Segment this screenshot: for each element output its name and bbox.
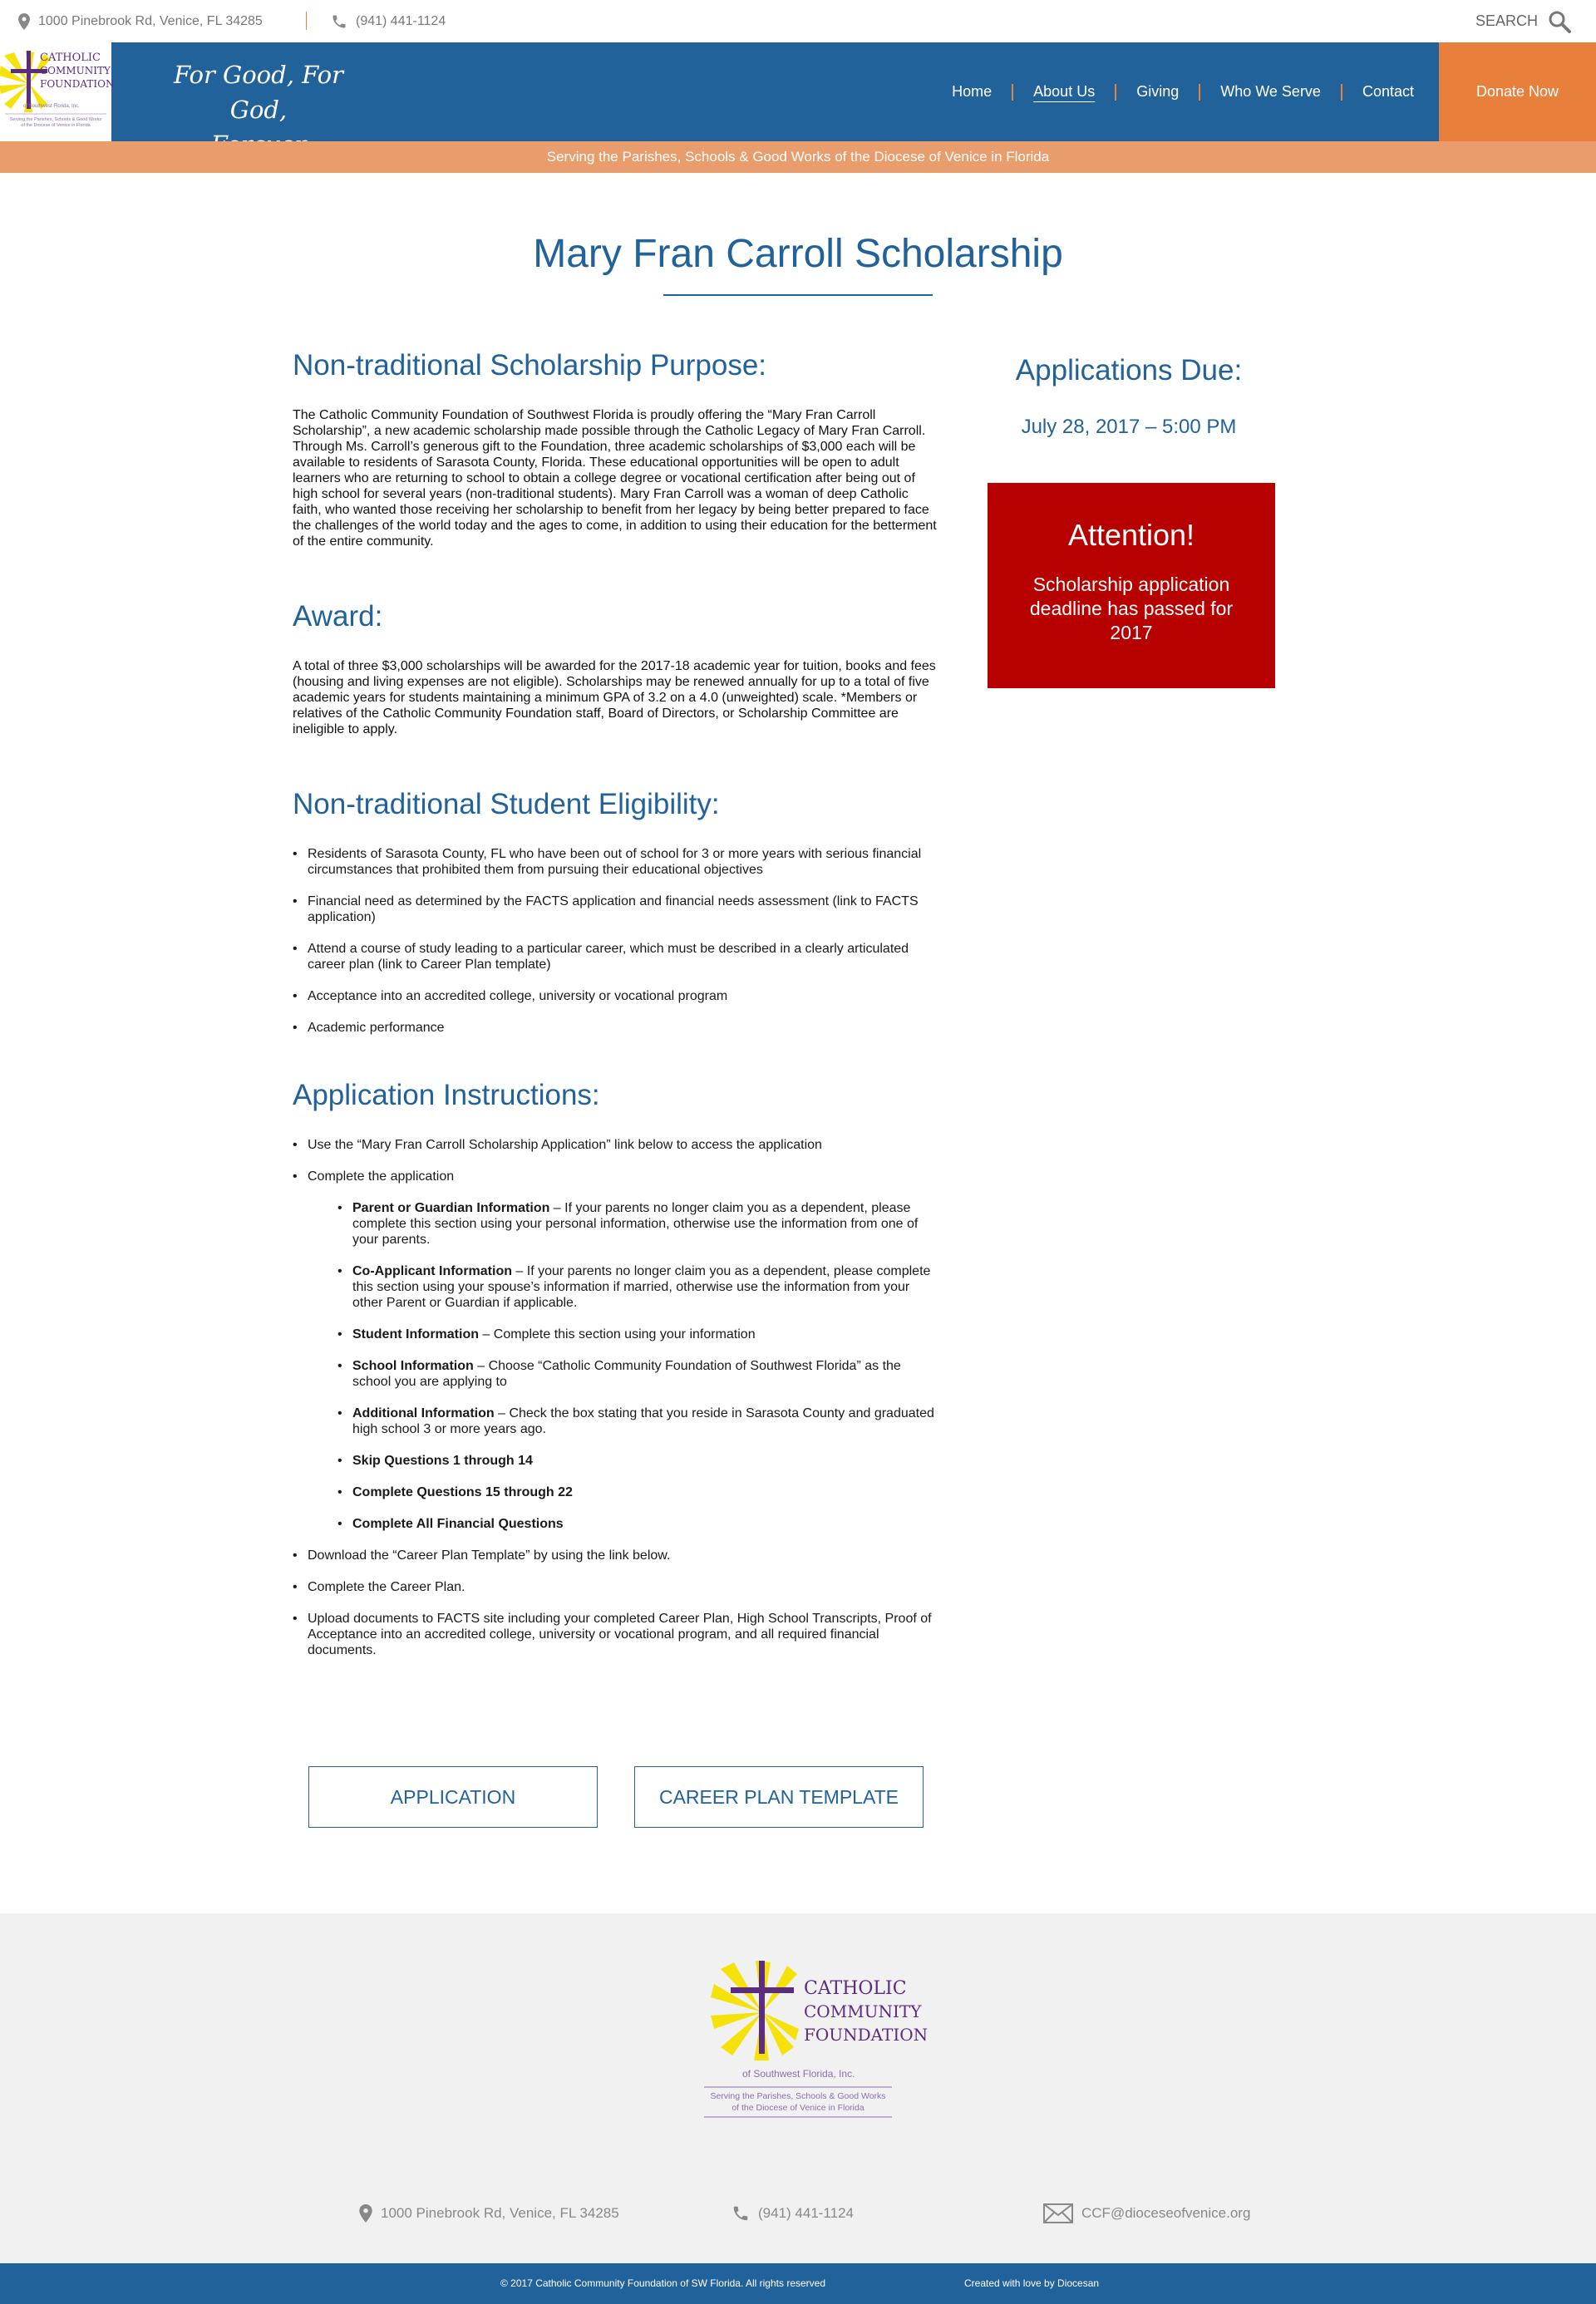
nav-who-we-serve[interactable]: Who We Serve bbox=[1220, 83, 1321, 100]
sub-list-item bbox=[337, 1327, 937, 1342]
logo-line4: of Southwest Florida, Inc. bbox=[23, 104, 80, 109]
top-phone[interactable] bbox=[331, 0, 446, 42]
sub-item-bold: Complete Questions 15 through 22 bbox=[352, 1485, 573, 1499]
sub-item-text: – Complete this section using your information bbox=[478, 1327, 756, 1342]
top-bar bbox=[0, 0, 1596, 42]
sub-instructions-list bbox=[337, 1200, 937, 1532]
search-label: SEARCH bbox=[1475, 12, 1538, 29]
copyright-text: © 2017 Catholic Community Foundation of SW Florida. All rights reserved bbox=[500, 2277, 826, 2289]
nav-contact[interactable]: Contact bbox=[1362, 83, 1414, 100]
location-pin-icon bbox=[18, 13, 30, 30]
logo-line1: CATHOLIC bbox=[40, 52, 101, 64]
donate-now-button[interactable]: Donate Now bbox=[1439, 42, 1596, 141]
award-heading: Award: bbox=[293, 600, 383, 633]
purpose-heading: Non-traditional Scholarship Purpose: bbox=[293, 349, 767, 382]
list-item: • Attend a course of study leading to a particular career, which must be described in a clearly articulated career plan (link to Career Plan template) bbox=[293, 941, 937, 972]
footer-address bbox=[359, 2201, 619, 2226]
award-text: A total of three $3,000 scholarships will be awarded for the 2017-18 academic year for tuition, books and fees (housing and living expenses are not eligible). Scholarships may be renewed annually for up to a total of five academic years for students maintaining a minimum GPA of 3.2 on a 4.0 (unweighted) scale. *Members or relatives of the Catholic Community Foundation staff, Board of Directors, or Scholarship Committee are ineligible to apply. bbox=[293, 659, 936, 736]
applications-due-date: July 28, 2017 – 5:00 PM bbox=[1021, 416, 1237, 438]
career-plan-template-button[interactable]: CAREER PLAN TEMPLATE bbox=[634, 1766, 924, 1828]
envelope-icon bbox=[1043, 2203, 1073, 2223]
logo-line2: COMMUNITY bbox=[40, 65, 111, 76]
sub-item-bold: School Information bbox=[352, 1359, 474, 1373]
logo-tag1: Serving the Parishes, Schools & Good Works bbox=[9, 117, 102, 122]
logo-line4: of Southwest Florida, Inc. bbox=[742, 2068, 855, 2080]
main-nav bbox=[932, 42, 1434, 141]
list-item: • Use the “Mary Fran Carroll Scholarship Application” link below to access the application bbox=[293, 1137, 937, 1153]
credit-link[interactable]: Created with love by Diocesan bbox=[964, 2277, 1100, 2289]
list-item: • Download the “Career Plan Template” by using the link below. bbox=[293, 1548, 937, 1563]
title-underline bbox=[663, 294, 933, 296]
top-address-text: 1000 Pinebrook Rd, Venice, FL 34285 bbox=[38, 13, 263, 28]
sub-item-bold: Skip Questions 1 through 14 bbox=[352, 1454, 533, 1468]
list-item: • Academic performance bbox=[293, 1020, 937, 1036]
footer-email[interactable] bbox=[1043, 2201, 1250, 2226]
sub-list-item bbox=[337, 1516, 937, 1532]
sub-item-bold: Complete All Financial Questions bbox=[352, 1517, 564, 1531]
list-item: • Financial need as determined by the FACTS application and financial needs assessment (link to FACTS application) bbox=[293, 894, 937, 925]
foundation-logo-icon bbox=[704, 1961, 929, 2127]
sub-item-bold: Co-Applicant Information bbox=[352, 1264, 512, 1278]
sub-list-item bbox=[337, 1453, 937, 1469]
footer-logo[interactable] bbox=[704, 1961, 929, 2127]
list-item bbox=[293, 1169, 937, 1532]
nav-about-us[interactable]: About Us bbox=[1033, 83, 1096, 100]
list-item: • Acceptance into an accredited college, university or vocational program bbox=[293, 988, 937, 1004]
footer-address-text: 1000 Pinebrook Rd, Venice, FL 34285 bbox=[381, 2205, 619, 2221]
nav-home[interactable]: Home bbox=[952, 83, 993, 100]
top-divider bbox=[306, 12, 307, 30]
sub-list-item bbox=[337, 1263, 937, 1311]
page-title: Mary Fran Carroll Scholarship bbox=[533, 232, 1063, 276]
eligibility-heading: Non-traditional Student Eligibility: bbox=[293, 788, 720, 820]
top-phone-text: (941) 441-1124 bbox=[356, 13, 446, 28]
footer-phone[interactable] bbox=[732, 2201, 854, 2226]
main-content bbox=[293, 349, 937, 1674]
mission-strip: Serving the Parishes, Schools & Good Works of the Diocese of Venice in Florida bbox=[0, 141, 1596, 173]
logo-line1: CATHOLIC bbox=[804, 1978, 907, 1999]
list-item: • Upload documents to FACTS site including your completed Career Plan, High School Transcripts, Proof of Acceptance into an accredited college, university or vocational program, and all required financial documents. bbox=[293, 1611, 937, 1658]
attention-box bbox=[988, 483, 1275, 688]
top-address bbox=[18, 0, 263, 42]
foundation-logo-icon bbox=[0, 42, 115, 141]
sub-list-item bbox=[337, 1200, 937, 1248]
footer-email-text: CCF@dioceseofvenice.org bbox=[1081, 2205, 1251, 2221]
sub-item-bold: Additional Information bbox=[352, 1406, 495, 1420]
sub-item-bold: Student Information bbox=[352, 1327, 479, 1342]
phone-icon bbox=[331, 13, 347, 30]
application-button[interactable]: APPLICATION bbox=[308, 1766, 598, 1828]
logo-line3: FOUNDATION bbox=[40, 78, 115, 90]
logo-tag2: of the Diocese of Venice in Florida bbox=[732, 2103, 864, 2113]
list-item: • Residents of Sarasota County, FL who have been out of school for 3 or more years with serious financial circumstances that prohibited them from pursuing their educational objectives bbox=[293, 846, 937, 878]
logo-line3: FOUNDATION bbox=[804, 2025, 929, 2045]
location-pin-icon bbox=[359, 2204, 372, 2223]
logo-tag1: Serving the Parishes, Schools & Good Works bbox=[710, 2091, 886, 2101]
sub-list-item bbox=[337, 1484, 937, 1500]
attention-text: Scholarship application deadline has passed for 2017 bbox=[1029, 574, 1234, 643]
tagline-line1: For Good, For God, bbox=[173, 61, 344, 124]
logo-tag2: of the Diocese of Venice in Florida bbox=[21, 123, 91, 128]
applications-due-heading: Applications Due: bbox=[1015, 354, 1243, 386]
site-header bbox=[0, 42, 1596, 141]
instructions-heading: Application Instructions: bbox=[293, 1079, 600, 1111]
logo-line2: COMMUNITY bbox=[804, 2001, 922, 2021]
list-item-text: Complete the application bbox=[308, 1169, 455, 1184]
attention-title: Attention! bbox=[1067, 518, 1195, 552]
sub-item-text: – Choose “Catholic Community Foundation of Southwest Florida” as the school you are applying to bbox=[352, 1359, 901, 1389]
purpose-text: The Catholic Community Foundation of Southwest Florida is proudly offering the “Mary Fran Carroll Scholarship”, a new academic scholarship made possible through the Catholic Legacy of Mary Fran Carroll. Through Ms. Carroll’s generous gift to the Foundation, three academic scholarships of $3,000 each will be available to residents of Sarasota County, Florida. These educational opportunities will be open to adult learners who are returning to school to obtain a college degree or vocational certification after being out of high school for several years (non-traditional students). Mary Fran Carroll was a woman of deep Catholic faith, who wanted those receiving her scholarship to benefit from her legacy by being better prepared to face the challenges of the world today and the ages to come, in addition to using their education for the betterment of the entire community. bbox=[293, 408, 937, 549]
instructions-list bbox=[293, 1137, 937, 1658]
sub-item-bold: Parent or Guardian Information bbox=[352, 1201, 550, 1215]
phone-icon bbox=[732, 2204, 750, 2223]
sub-item-text: – If your parents no longer claim you as a dependent, please complete this section using your spouse’s information if married, otherwise use the information from your other Parent or Guardian if applicable. bbox=[352, 1264, 931, 1310]
list-item: • Complete the Career Plan. bbox=[293, 1579, 937, 1595]
eligibility-list bbox=[293, 846, 937, 1036]
sub-item-text: – If your parents no longer claim you as a dependent, please complete this section using your personal information, otherwise use the information from one of your parents. bbox=[352, 1201, 919, 1247]
copyright-bar bbox=[0, 2263, 1596, 2304]
search-button[interactable] bbox=[1475, 0, 1579, 42]
sub-list-item bbox=[337, 1406, 937, 1437]
nav-giving[interactable]: Giving bbox=[1136, 83, 1180, 100]
header-logo[interactable] bbox=[0, 42, 115, 141]
site-footer bbox=[0, 1913, 1596, 2263]
sub-list-item bbox=[337, 1358, 937, 1390]
search-icon bbox=[1548, 10, 1571, 33]
sub-item-text: – Check the box stating that you reside in Sarasota County and graduated high school 3 or more years ago. bbox=[352, 1406, 934, 1436]
footer-phone-text: (941) 441-1124 bbox=[758, 2205, 854, 2221]
